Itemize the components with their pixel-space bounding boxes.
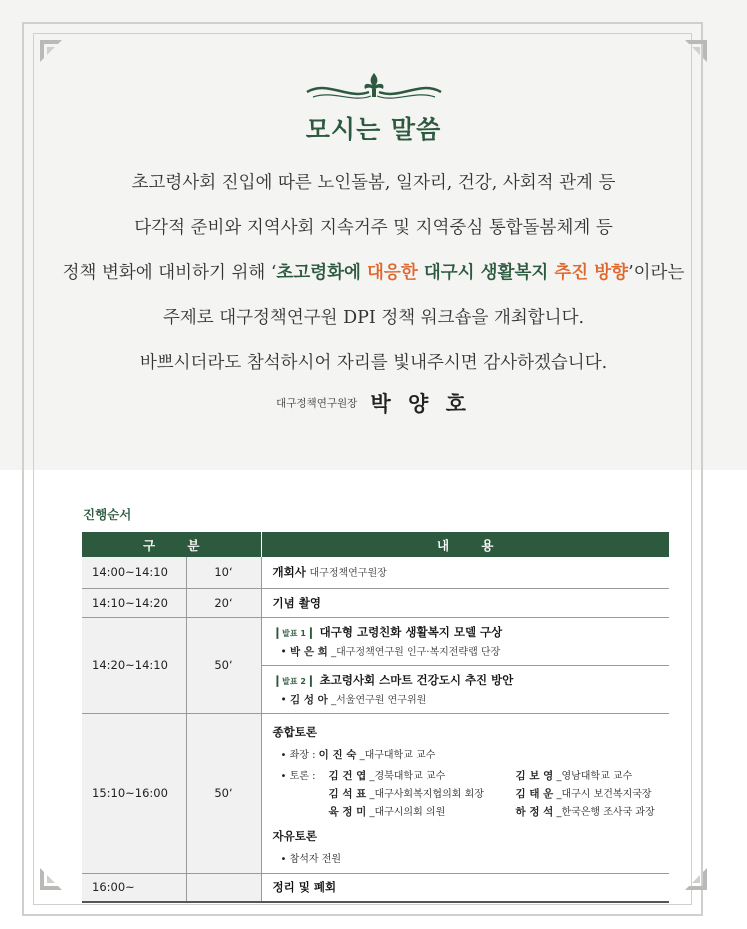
column-header-category: 구 분 <box>82 532 261 557</box>
theme-highlight-green-2: 대구시 생활복지 <box>417 263 555 283</box>
free-discussion-detail: • 참석자 전원 <box>280 853 342 865</box>
chair-affiliation: _대구대학교 교수 <box>359 749 436 761</box>
panelist: 김 건 엽 _경북대학교 교수 <box>328 769 446 782</box>
theme-highlight-orange-2: 추진 방향 <box>554 263 629 283</box>
presenter-affiliation: _서울연구원 연구위원 <box>331 694 427 706</box>
panel-label: • 토론 : <box>280 770 316 782</box>
corner-ornament-icon <box>38 38 64 64</box>
table-row <box>82 617 669 713</box>
body-line-3-prefix: 정책 변화에 대비하기 위해 ‘ <box>62 263 277 283</box>
presentation-marker-icon: ❙ <box>272 624 283 639</box>
panelist: 김 태 운 _대구시 보건복지국장 <box>515 787 652 800</box>
table-row <box>82 588 669 617</box>
theme-highlight-green-1: 초고령화에 <box>276 263 368 283</box>
chair-name: 이 진 숙 <box>318 748 357 761</box>
time-cell: 16:00~ <box>82 873 186 902</box>
presentation-tag: 발표 1 <box>282 628 306 638</box>
theme-highlight-orange-1: 대응한 <box>367 263 418 283</box>
content-cell <box>261 557 669 588</box>
duration-cell <box>186 873 261 902</box>
presentation-1: ❙발표 1❙ 대구형 고령친화 생활복지 모델 구상 • 박 은 희 _대구정책연구원 인구·복지전략랩 단장 <box>272 624 503 658</box>
panelist: 김 보 영 _영남대학교 교수 <box>515 769 633 782</box>
free-discussion-title: 자유토론 <box>272 828 317 843</box>
table-row <box>82 713 669 873</box>
duration-cell: 10‘ <box>186 557 261 588</box>
content-cell <box>261 588 669 617</box>
presentation-2: ❙발표 2❙ 초고령사회 스마트 건강도시 추진 방안 • 김 성 아 _서울연구원 연구위원 <box>262 665 670 713</box>
time-cell: 14:10~14:20 <box>82 588 186 617</box>
panelist-grid <box>273 767 670 819</box>
corner-ornament-icon <box>683 38 709 64</box>
schedule-table <box>82 532 669 903</box>
time-cell: 15:10~16:00 <box>82 713 186 873</box>
body-line-5: 바쁘시더라도 참석하시어 자리를 빛내주시면 감사하겠습니다. <box>139 353 608 373</box>
duration-cell: 50‘ <box>186 713 261 873</box>
discussion-title: 종합토론 <box>272 724 317 739</box>
content-cell <box>261 713 669 873</box>
schedule-header-row <box>82 532 669 557</box>
duration-cell: 20‘ <box>186 588 261 617</box>
schedule-heading: 진행순서 <box>83 507 132 522</box>
item-detail: 대구정책연구원장 <box>309 568 387 580</box>
corner-ornament-icon <box>38 866 64 892</box>
body-line-1: 초고령사회 진입에 따른 노인돌봄, 일자리, 건강, 사회적 관계 등 <box>131 173 616 193</box>
chair-label: • 좌장 : <box>280 749 319 761</box>
discussion-block <box>273 714 670 873</box>
panelist: 하 정 석 _한국은행 조사국 과장 <box>515 805 655 818</box>
presenter-affiliation: _대구정책연구원 인구·복지전략랩 단장 <box>331 646 501 658</box>
column-header-content: 내 용 <box>261 532 669 557</box>
item-title: 개회사 <box>272 565 306 580</box>
time-cell: 14:20~14:10 <box>82 617 186 713</box>
content-cell <box>261 617 669 713</box>
duration-cell: 50‘ <box>186 617 261 713</box>
presentation-title: 대구형 고령친화 생활복지 모델 구상 <box>319 624 503 639</box>
fleur-de-lis-ornament-icon <box>303 70 445 104</box>
body-line-4: 주제로 대구정책연구원 DPI 정책 워크숍을 개최합니다. <box>162 308 585 328</box>
table-row <box>82 873 669 902</box>
item-title: 기념 촬영 <box>272 595 321 610</box>
presentation-tag: 발표 2 <box>282 676 306 686</box>
time-cell: 14:00~14:10 <box>82 557 186 588</box>
signature-organization: 대구정책연구원장 <box>276 397 358 410</box>
item-title: 정리 및 폐회 <box>272 880 337 895</box>
panelist: 김 석 표 _대구사회복지협의회 회장 <box>328 787 484 800</box>
content-cell <box>261 873 669 902</box>
presentation-title: 초고령사회 스마트 건강도시 추진 방안 <box>319 672 514 687</box>
presenter-name: 박 은 희 <box>290 645 328 658</box>
page-title: 모시는 말씀 <box>305 115 442 144</box>
signature <box>0 388 747 418</box>
presenter-name: 김 성 아 <box>290 693 328 706</box>
signature-name: 박 양 호 <box>370 391 471 416</box>
table-row <box>82 557 669 588</box>
invitation-body <box>0 168 747 393</box>
chair-row <box>273 746 670 762</box>
corner-ornament-icon <box>683 866 709 892</box>
body-line-2: 다각적 준비와 지역사회 지속거주 및 지역중심 통합돌봄체계 등 <box>134 218 613 238</box>
presentation-marker-icon: ❙ <box>272 672 283 687</box>
body-line-3 <box>0 258 747 303</box>
body-line-3-suffix: ’이라는 <box>628 263 685 283</box>
panelist: 육 정 미 _대구시의회 의원 <box>328 805 446 818</box>
